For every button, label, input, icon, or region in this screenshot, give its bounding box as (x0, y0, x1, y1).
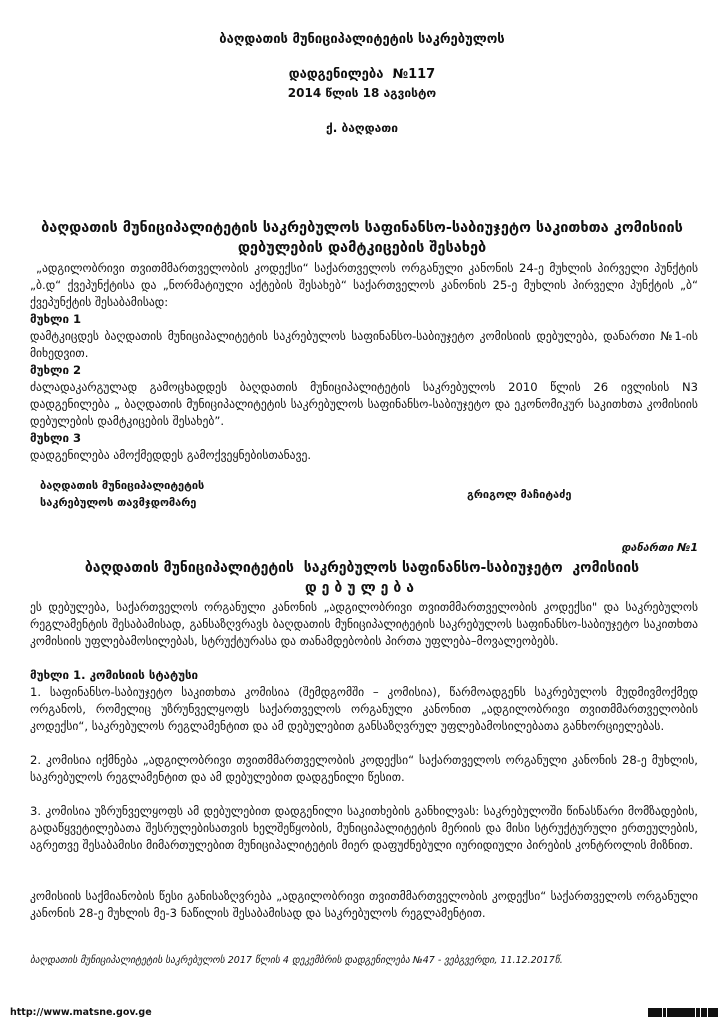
signature-title (40, 477, 204, 511)
annex-subtitle: დებულება (304, 580, 420, 596)
annex-intro: ეს დებულება, საქართველოს ორგანული კანონის „ადგილობრივი თვითმმართველობის კოდექსი" და საკრებულოს რეგლამენტის შესაბამისად, განსაზღვრავს ბაღდათის მუნიციპალიტეტის საკრებულოს საფინანსო-საბიუჯეტო საკითხთა კომისიის უფლებამოსილებას, სტრუქტურასა და თანამდებობის პირთა უფლება–მოვალეობებს. (30, 600, 698, 648)
decree-number: დადგენილება №117 (288, 67, 436, 82)
article-3-text: დადგენილება ამოქმედდეს გამოქვეყნებისთანავე. (30, 448, 312, 462)
document-title: ბაღდათის მუნიციპალიტეტის საკრებულოს საფინანსო-საბიუჯეტო საკითხთა კომისიის დებულების დამტკიცების შესახებ (41, 220, 683, 256)
decree-date: 2014 წლის 18 აგვისტო (287, 86, 437, 100)
article-2-heading: მუხლი 2 (30, 363, 82, 377)
signature-line-1: ბაღდათის მუნიციპალიტეტის (40, 479, 205, 492)
annex-title-line: ბაღდათის მუნიციპალიტეტის საკრებულოს საფინანსო-საბიუჯეტო კომისიის (84, 560, 640, 576)
article-2-text: ძალადაკარგულად გამოცხადდეს ბაღდათის მუნიციპალიტეტის საკრებულოს 2010 წლის 26 ივლისის N3 დადგენილება „ ბაღდათის მუნიციპალიტეტის საკრებულოს საფინანსო-საბიუჯეტო და ეკონომიკურ საკითხთა კომისიის დებულების დამტკიცების შესახებ”. (30, 380, 698, 428)
footer-url[interactable]: http://www.matsne.gov.ge (10, 1007, 152, 1018)
annex-title (30, 558, 694, 598)
annex-paragraph-2: 2. კომისია იქმნება „ადგილობრივი თვითმმართველობის კოდექსი“ საქართველოს ორგანული კანონის 28-ე მუხლის, საკრებულოს რეგლამენტით და ამ დებულებით დადგენილი წესით. (30, 753, 698, 784)
annex-paragraph-1: 1. საფინანსო-საბიუჯეტო საკითხთა კომისია (შემდგომში – კომისია), წარმოადგენს საკრებულოს მუდმივმოქმედ ორგანოს, რომელიც უზრუნველყოფს საქართველოს ორგანული კანონით „ადგილობრივი თვითმმართველობის კოდექსი“, საკრებულოს რეგლამენტით და ამ დებულებით განსაზღვრულ უფლებამოსილებათა განხორციელებას. (30, 685, 698, 733)
signatory-name: გრიგოლ მაჩიტაძე (467, 488, 572, 501)
annex-article-heading: მუხლი 1. კომისიის სტატუსი (30, 668, 199, 682)
annex-paragraph-4: კომისიის საქმიანობის წესი განისაზღვრება „ადგილობრივი თვითმმართველობის კოდექსი“ საქართველოს ორგანული კანონის 28-ე მუხლის მე-3 ნაწილის შესაბამისად და საკრებულოს რეგლამენტით. (30, 889, 698, 920)
signature-line-2: საკრებულოს თავმჯდომარე (40, 496, 197, 509)
annex-paragraph-3: 3. კომისია უზრუნველყოფს ამ დებულებით დადგენილი საკითხების განხილვას: საკრებულოში წინასწარი მომზადების, გადაწყვეტილებათა შესრულებისათვის ხელშეწყობის, მუნიციპალიტეტის მერიის და მისი სტრუქტურული ერთეულების, აგრეთვე შესაბამისი მიმართულებით მუნიციპალიტეტის მიერ დაფუძნებული იურიდიული პირების კონტროლის მიზნით. (30, 804, 698, 852)
annex-label: დანართი №1 (621, 541, 698, 554)
decree-city: ქ. ბაღდათი (326, 121, 398, 135)
barcode-icon (648, 1008, 718, 1017)
preamble: „ადგილობრივი თვითმმართველობის კოდექსი“ საქართველოს ორგანული კანონის 24-ე მუხლის პირველი პუნქტის „ბ.დ“ ქვეპუნქტისა და „ნორმატიული აქტების შესახებ“ საქართველოს კანონის 25-ე მუხლის პირველი პუნქტის „ბ“ ქვეპუნქტის შესაბამისად: (30, 261, 698, 309)
article-1-text: დამტკიცდეს ბაღდათის მუნიციპალიტეტის საკრებულოს საფინანსო-საბიუჯეტო კომისიის დებულება, დანართი №1-ის მიხედვით. (30, 329, 698, 360)
article-3-heading: მუხლი 3 (30, 431, 82, 445)
article-1-heading: მუხლი 1 (30, 312, 82, 326)
organization-name: ბაღდათის მუნიციპალიტეტის საკრებულოს (219, 32, 505, 47)
amendment-note: ბაღდათის მუნიციპალიტეტის საკრებულოს 2017 წლის 4 დეკემბრის დადგენილება №47 - ვებგვერდი, 11.12.2017წ. (30, 955, 563, 966)
